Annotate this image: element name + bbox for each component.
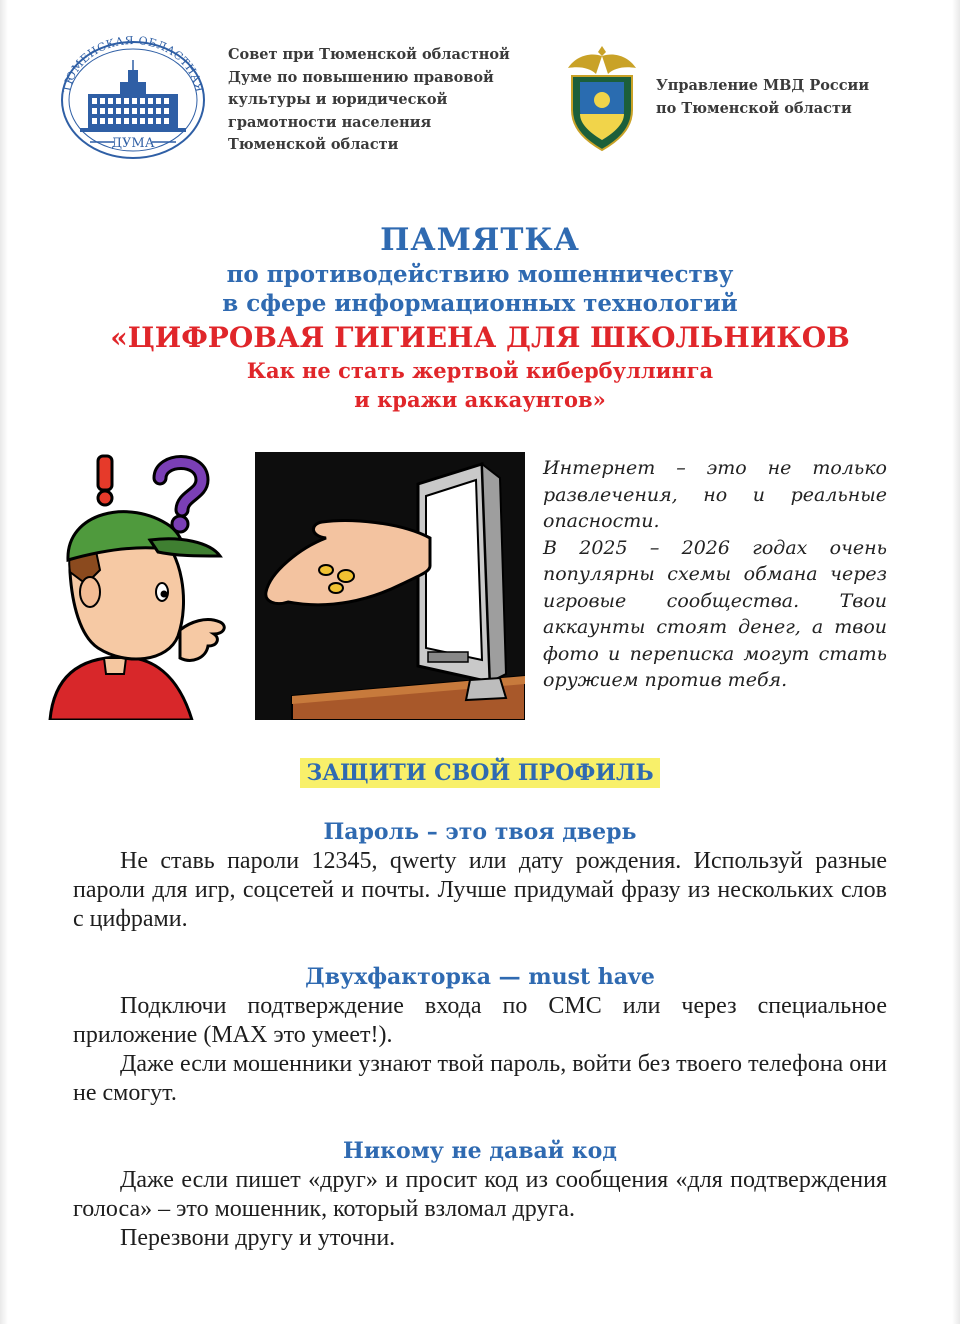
council-line: Совет при Тюменской областной <box>228 46 510 63</box>
mvd-line: по Тюменской области <box>656 100 852 117</box>
memo-subtitle-line: в сфере информационных технологий <box>222 290 738 317</box>
council-line: грамотности населения <box>228 113 432 131</box>
duma-bottom-text: ДУМА <box>111 136 155 151</box>
tip-paragraph: Не ставь пароли 12345, qwerty или дату рождения. Используй разные пароли для игр, соцсетей и почты. Лучше придумай фразу из нескольких слов с цифрами. <box>73 848 887 932</box>
page-edge-left <box>0 0 8 1324</box>
council-name <box>228 44 528 157</box>
tip-title: Никому не давай код <box>343 1138 617 1164</box>
boy-and-scam-monitor-illustration <box>30 452 525 720</box>
section-heading-text: ЗАЩИТИ СВОЙ ПРОФИЛЬ <box>300 758 659 788</box>
memo-subtitle-line: по противодействию мошенничеству <box>226 261 734 288</box>
mvd-name <box>656 74 896 120</box>
title-block <box>0 220 960 414</box>
tip-block-code <box>73 1136 887 1253</box>
tip-block-two-factor <box>73 962 887 1108</box>
council-line: культуры и юридической <box>228 91 448 108</box>
mvd-emblem-icon <box>564 42 640 154</box>
intro-paragraph: В 2025 – 2026 годах очень популярны схемы обмана через игровые сообщества. Твои аккаунты стоят денег, а твои фото и переписка могут стать оружием против тебя. <box>543 536 887 691</box>
section-heading <box>0 758 960 788</box>
memo-topic-line: и кражи аккаунтов» <box>354 387 606 412</box>
tip-title: Двухфакторка — must have <box>305 964 655 990</box>
tip-paragraph: Подключи подтверждение входа по СМС или через специальное приложение (MAX это умеет!). <box>73 993 887 1048</box>
intro-paragraph: Интернет – это не только развлечения, но и реальные опасности. <box>543 457 887 532</box>
header <box>58 36 918 166</box>
council-line: Думе по повышению правовой <box>228 68 494 86</box>
tip-block-password <box>73 817 887 934</box>
memo-topic-title: «ЦИФРОВАЯ ГИГИЕНА ДЛЯ ШКОЛЬНИКОВ <box>110 321 850 354</box>
duma-logo <box>58 36 208 160</box>
memo-topic-line: Как не стать жертвой кибербуллинга <box>246 358 714 383</box>
page-edge-right <box>952 0 960 1324</box>
intro-text <box>543 455 887 694</box>
mvd-line: Управление МВД России <box>656 77 870 94</box>
council-line: Тюменской области <box>228 136 399 153</box>
tip-title: Пароль – это твоя дверь <box>323 819 637 845</box>
tip-paragraph: Даже если пишет «друг» и просит код из сообщения «для подтверждения голоса» – это мошенник, который взломал друга. <box>73 1167 887 1222</box>
tip-paragraph: Перезвони другу и уточни. <box>120 1225 396 1251</box>
tip-paragraph: Даже если мошенники узнают твой пароль, войти без твоего телефона они не смогут. <box>73 1051 887 1106</box>
memo-title: ПАМЯТКА <box>380 222 580 258</box>
duma-arc-text: ТЮМЕНСКАЯ ОБЛАСТНАЯ <box>60 36 206 94</box>
